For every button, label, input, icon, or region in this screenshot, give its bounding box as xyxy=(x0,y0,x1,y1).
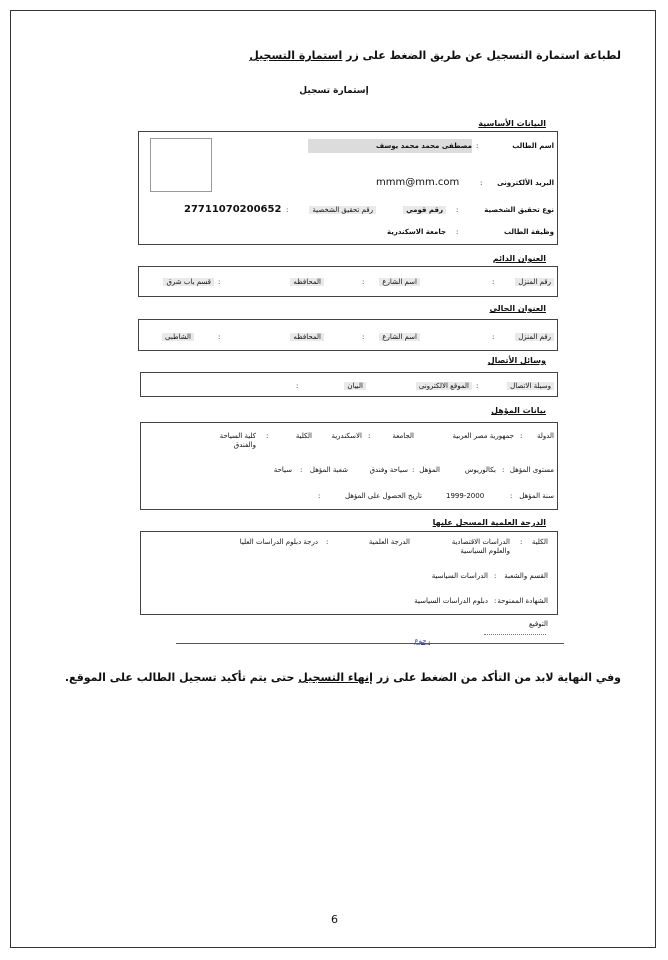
degree-heading: الدرجة العلمية المسجل عليها xyxy=(432,518,546,527)
colon: : xyxy=(368,432,371,440)
contact-data-label: البيان xyxy=(344,382,366,390)
year-label: سنة المؤهل xyxy=(519,492,554,500)
current-street-label: اسم الشارع xyxy=(379,333,420,341)
university-label: الجامعة xyxy=(392,432,414,440)
student-name-value: مصطفى محمد محمد يوسف xyxy=(376,142,472,150)
page-number: 6 xyxy=(331,913,338,926)
degree-value: درجة دبلوم الدراسات العليا xyxy=(239,538,318,546)
branch-label: شعبة المؤهل xyxy=(309,466,348,474)
student-name-label: اسم الطالب xyxy=(512,142,554,150)
permanent-house-label: رقم المنزل xyxy=(515,278,554,286)
dept-label: القسم والشعبة xyxy=(504,572,548,580)
colon: : xyxy=(476,382,479,390)
basic-data-heading: البيانات الأساسية xyxy=(478,119,546,128)
degree-faculty-label: الكلية xyxy=(531,538,548,546)
permanent-address-heading: العنوان الدائم xyxy=(492,254,546,263)
id-number-value: 27711070200652 xyxy=(184,204,282,215)
id-type-value: رقم قومي xyxy=(403,206,446,214)
job-value: جامعة الاسكندرية xyxy=(386,228,446,236)
colon: : xyxy=(510,492,513,500)
cert-value: دبلوم الدراسات السياسية xyxy=(414,597,488,605)
current-address-box xyxy=(138,319,558,351)
id-type-label: نوع تحقيق الشخصية xyxy=(484,206,554,214)
colon: : xyxy=(218,278,221,286)
current-gov-label: المحافظه xyxy=(290,333,324,341)
current-address-heading: العنوان الحالى xyxy=(489,304,546,313)
back-link[interactable]: رجوع xyxy=(414,637,430,645)
colon: : xyxy=(300,466,303,474)
colon: : xyxy=(286,206,289,214)
colon: : xyxy=(520,432,523,440)
branch-value: سياحة xyxy=(273,466,292,474)
colon: : xyxy=(476,142,479,150)
current-house-label: رقم المنزل xyxy=(515,333,554,341)
faculty-label: الكلية xyxy=(295,432,312,440)
colon: : xyxy=(296,382,299,390)
contact-heading: وسائل الأتصال xyxy=(487,356,546,365)
colon: : xyxy=(494,572,497,580)
colon: : xyxy=(362,333,365,341)
permanent-gov-label: المحافظه xyxy=(290,278,324,286)
colon: : xyxy=(318,492,321,500)
registration-form xyxy=(100,76,568,651)
instruction-bottom-text: وفي النهاية لابد من التأكد من الضغط على زر xyxy=(376,671,621,684)
colon: : xyxy=(218,333,221,341)
current-gov-value: الشاطبى xyxy=(162,333,194,341)
qual-value: سياحة وفندق xyxy=(369,466,408,474)
instruction-top-text: لطباعة استمارة التسجيل عن طريق الضغط على زر xyxy=(346,49,621,62)
id-number-label: رقم تحقيق الشخصية xyxy=(309,206,376,214)
instruction-bottom-suffix: حتى يتم تأكيد تسجيل الطالب على الموقع. xyxy=(64,671,295,684)
form-bottom-rule xyxy=(176,643,564,644)
colon: : xyxy=(520,538,523,546)
instruction-bottom xyxy=(65,671,621,684)
degree-faculty-value: الدراسات الاقتصادية والعلوم السياسية xyxy=(451,538,510,555)
level-label: مستوى المؤهل xyxy=(509,466,554,474)
colon: : xyxy=(362,278,365,286)
contact-method-label: وسيلة الاتصال xyxy=(507,382,554,390)
faculty-value: كلية السياحة والفندق xyxy=(219,432,256,449)
country-label: الدولة xyxy=(536,432,554,440)
qual-label: المؤهل xyxy=(419,466,440,474)
level-value: بكالوريوس xyxy=(464,466,496,474)
signature-line xyxy=(484,634,546,635)
job-label: وظيفة الطالب xyxy=(503,228,554,236)
date-label: تاريخ الحصول على المؤهل xyxy=(344,492,422,500)
registration-form-link[interactable]: استمارة التسجيل xyxy=(249,49,343,62)
colon: : xyxy=(502,466,505,474)
colon: : xyxy=(456,206,459,214)
colon: : xyxy=(494,597,497,605)
colon: : xyxy=(480,179,483,187)
permanent-street-label: اسم الشارع xyxy=(379,278,420,286)
colon: : xyxy=(266,432,269,440)
colon: : xyxy=(326,538,329,546)
colon: : xyxy=(412,466,415,474)
dept-value: الدراسات السياسية xyxy=(431,572,488,580)
signature-label: التوقيع xyxy=(529,620,548,628)
country-value: جمهورية مصر العربية xyxy=(452,432,514,440)
email-value: mmm@mm.com xyxy=(376,177,460,188)
finish-registration-link[interactable]: إنهاء التسجيل xyxy=(298,671,373,684)
year-value: 1999-2000 xyxy=(446,492,485,500)
qualification-heading: بيانات المؤهل xyxy=(491,406,546,415)
colon: : xyxy=(456,228,459,236)
email-label: البريد الألكترونى xyxy=(497,179,554,187)
degree-label: الدرجة العلمية xyxy=(368,538,410,546)
colon: : xyxy=(492,278,495,286)
student-photo xyxy=(150,138,212,192)
contact-method-value: الموقع الالكترونى xyxy=(416,382,472,390)
instruction-top xyxy=(249,49,621,62)
colon: : xyxy=(492,333,495,341)
cert-label: الشهادة الممنوحة xyxy=(497,597,548,605)
university-value: الاسكندرية xyxy=(331,432,362,440)
permanent-gov-value: قسم باب شرق xyxy=(163,278,214,286)
form-title: إستمارة تسجيل xyxy=(299,86,369,96)
